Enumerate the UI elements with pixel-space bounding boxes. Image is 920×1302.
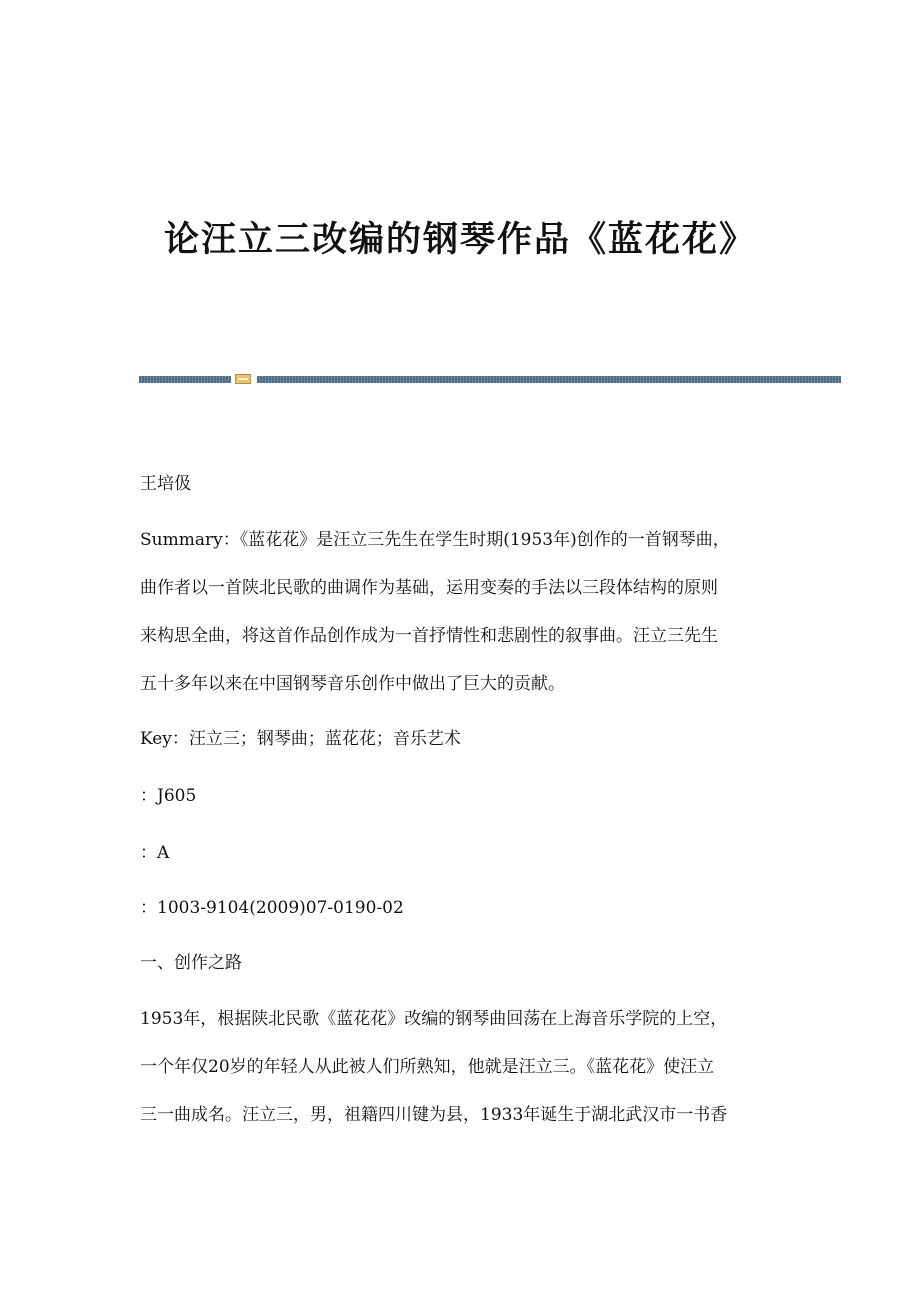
summary-line: 五十多年以来在中国钢琴音乐创作中做出了巨大的贡献。 — [140, 674, 565, 694]
classification-number: ：J605 — [140, 786, 197, 806]
title-divider — [139, 374, 841, 384]
article-id: ：1003-9104(2009)07-0190-02 — [140, 898, 404, 918]
summary-line: 来构思全曲，将这首作品创作成为一首抒情性和悲剧性的叙事曲。汪立三先生 — [140, 626, 718, 646]
body-line: 一个年仅20岁的年轻人从此被人们所熟知，他就是汪立三。《蓝花花》使汪立 — [140, 1057, 715, 1077]
divider-bar-right — [257, 376, 841, 383]
author-name: 王培伋 — [140, 474, 191, 494]
document-title: 论汪立三改编的钢琴作品《蓝花花》 — [163, 220, 756, 260]
section-heading: 一、创作之路 — [140, 953, 242, 973]
divider-ornament-icon — [235, 374, 251, 384]
summary-line: 曲作者以一首陕北民歌的曲调作为基础，运用变奏的手法以三段体结构的原则 — [140, 578, 718, 598]
document-code: ：A — [140, 843, 170, 863]
body-line: 1953年，根据陕北民歌《蓝花花》改编的钢琴曲回荡在上海音乐学院的上空， — [140, 1009, 728, 1029]
keywords: Key：汪立三；钢琴曲；蓝花花；音乐艺术 — [140, 729, 461, 749]
body-line: 三一曲成名。汪立三，男，祖籍四川键为县，1933年诞生于湖北武汉市一书香 — [140, 1105, 728, 1125]
divider-bar-left — [139, 376, 231, 383]
summary-line: Summary：《蓝花花》是汪立三先生在学生时期(1953年)创作的一首钢琴曲， — [140, 530, 730, 550]
